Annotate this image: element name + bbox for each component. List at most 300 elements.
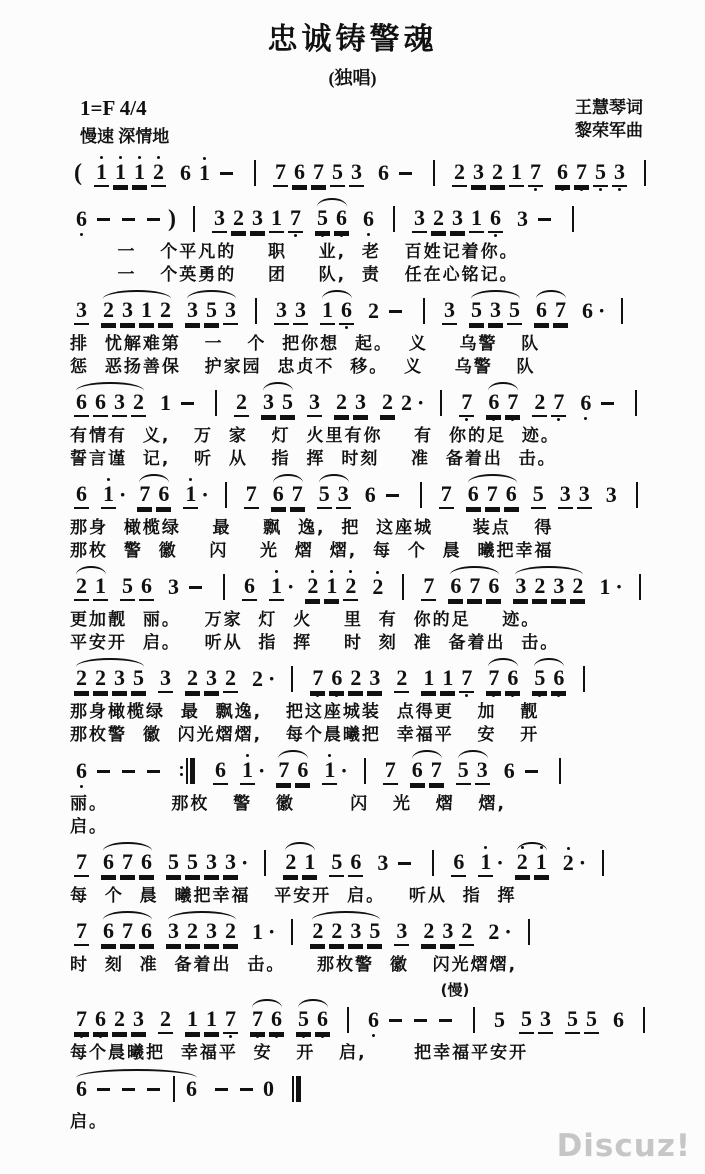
note-digit: 6 — [551, 666, 566, 693]
barline — [602, 850, 604, 876]
duration-dash — [122, 1088, 135, 1091]
note — [269, 1002, 284, 1039]
note — [502, 754, 517, 789]
note-group — [419, 569, 438, 606]
note — [570, 569, 585, 606]
note — [120, 293, 135, 330]
note-group — [72, 914, 91, 951]
system — [68, 197, 669, 287]
note-digit: 5 — [565, 1007, 580, 1034]
note-digit: 2 — [532, 390, 547, 417]
barline — [420, 482, 422, 508]
note-digit: 6 — [466, 482, 481, 509]
note-digit: 3 — [377, 849, 389, 875]
note — [158, 661, 173, 698]
note — [158, 293, 173, 330]
note — [292, 155, 307, 192]
note-digit: 3 — [488, 298, 503, 325]
note-group — [272, 293, 310, 330]
note — [101, 845, 116, 882]
repeat-barline — [180, 758, 197, 784]
note-group — [72, 477, 91, 514]
note-digit: 3 — [274, 298, 289, 325]
note-digit: 2 — [283, 850, 298, 877]
duration-dash — [525, 770, 538, 773]
barline — [423, 298, 425, 324]
barline — [255, 298, 257, 324]
note-digit: 1 — [240, 758, 255, 785]
lyric-line: 时 刻 准 备着出 击。 那枚警 徽 闪光熠熠, — [70, 955, 518, 975]
note — [112, 661, 127, 698]
lyric-line: 一 个平凡的 职 业, 老 百姓记着你。 — [70, 242, 519, 262]
note-group — [392, 661, 411, 698]
note — [488, 293, 503, 330]
note-group — [72, 160, 84, 187]
note — [534, 845, 549, 882]
note-digit: 2 — [93, 666, 108, 693]
note-group — [72, 293, 91, 330]
final-barline — [292, 1076, 303, 1102]
note-digit: 6 — [368, 1006, 379, 1032]
score-meta — [80, 96, 643, 147]
key-signature: 1=F 4/4 — [80, 96, 147, 120]
note — [485, 477, 500, 514]
note-group — [578, 294, 606, 329]
note-digit: 3 — [204, 850, 219, 877]
note — [166, 914, 181, 951]
note-digit: 5 — [315, 206, 330, 233]
note — [310, 914, 325, 951]
dot — [180, 773, 183, 776]
system — [68, 473, 669, 563]
note-digit: 3 — [112, 390, 127, 417]
note-digit: 2 — [421, 919, 436, 946]
note-digit: 6 — [139, 919, 154, 946]
duration-dash — [220, 172, 233, 175]
octave-dot — [465, 694, 468, 697]
note — [551, 661, 566, 698]
note-digit: 7 — [137, 482, 152, 509]
note — [184, 1072, 199, 1107]
note-digit: 6 — [448, 574, 463, 601]
note — [320, 293, 335, 330]
note-group — [632, 574, 648, 600]
note-digit: 3 — [367, 666, 382, 693]
note-group — [450, 155, 545, 192]
note-digit: 3 — [605, 481, 617, 507]
note — [574, 155, 589, 192]
note-digit: 6 — [295, 758, 310, 785]
note — [317, 477, 332, 514]
notation-line — [68, 381, 669, 425]
slur-group — [248, 1002, 286, 1039]
note-group — [392, 914, 411, 951]
note — [223, 293, 238, 330]
note-group — [437, 477, 456, 514]
note-digit: 3 — [442, 298, 457, 325]
octave-dot-below-slot — [618, 187, 621, 192]
note-digit: 2 — [185, 919, 200, 946]
note-group — [559, 846, 587, 881]
note — [486, 915, 501, 950]
note — [288, 201, 303, 238]
note — [74, 754, 89, 789]
note-digit: 6 — [76, 205, 87, 231]
note-group — [513, 202, 557, 237]
slur-group — [530, 661, 568, 698]
note-digit: 7 — [120, 919, 135, 946]
note-digit: 5 — [367, 919, 382, 946]
note-group — [521, 919, 537, 945]
note-group — [517, 1002, 555, 1039]
slur-group — [183, 293, 240, 330]
note — [324, 569, 339, 606]
octave-dot-below-slot — [511, 417, 514, 422]
note-digit: 5 — [166, 850, 181, 877]
slur-group — [532, 293, 570, 330]
augmentation-dot: · — [504, 919, 512, 944]
note — [366, 294, 381, 329]
note — [156, 477, 171, 514]
song-title: 忠诚铸警魂 — [267, 23, 438, 56]
note-group — [156, 661, 175, 698]
note-digit: 3 — [307, 390, 322, 417]
note-group — [176, 156, 239, 191]
note-digit: 3 — [450, 206, 465, 233]
octave-dot — [538, 694, 541, 697]
system — [68, 565, 669, 655]
note-digit: 6 — [451, 850, 466, 877]
slur-group — [308, 914, 384, 951]
note-digit: 3 — [185, 298, 200, 325]
note-digit: 6 — [93, 390, 108, 417]
note — [204, 1002, 219, 1039]
note — [429, 753, 444, 790]
note — [440, 661, 455, 698]
note — [293, 293, 308, 330]
note-group — [595, 570, 623, 605]
augmentation-dot: · — [268, 919, 276, 944]
note — [93, 569, 108, 606]
note-digit: 5 — [280, 390, 295, 417]
note-digit: 5 — [532, 666, 547, 693]
note-digit: 7 — [553, 298, 568, 325]
octave-dot-below-slot — [275, 1034, 278, 1039]
octave-dot-below-slot — [80, 1034, 83, 1039]
note-digit: 1 — [252, 918, 263, 944]
note-group — [378, 385, 425, 422]
note-group — [364, 294, 408, 329]
note-digit: 2 — [151, 160, 166, 187]
note — [383, 753, 398, 790]
note — [74, 293, 89, 330]
note-digit: 2 — [459, 919, 474, 946]
note-group — [208, 390, 224, 416]
note-digit: 6 — [271, 482, 286, 509]
note-digit: 7 — [486, 666, 501, 693]
note — [204, 914, 219, 951]
barline — [225, 482, 227, 508]
note — [330, 155, 345, 192]
note — [261, 1072, 276, 1107]
note — [93, 385, 108, 422]
note-digit: 1 — [269, 206, 284, 233]
note-digit: 3 — [471, 160, 486, 187]
lyric-line: 那身 橄榄绿 最 飘 逸, 把 这座城 装点 得 — [70, 518, 554, 538]
duration-dash — [122, 218, 135, 221]
note-group — [637, 160, 653, 186]
note — [329, 914, 344, 951]
notation-line — [68, 197, 669, 241]
note-digit: 6 — [534, 298, 549, 325]
note-group — [210, 201, 305, 238]
octave-dot — [561, 188, 564, 191]
octave-dot-below-slot — [538, 693, 541, 698]
note-group — [164, 845, 249, 882]
note-digit: 3 — [168, 573, 179, 599]
note-group — [466, 1007, 482, 1033]
octave-dot — [302, 1035, 305, 1038]
note — [421, 661, 436, 698]
slur-group — [99, 914, 156, 951]
note — [295, 753, 310, 790]
note — [348, 845, 363, 882]
note-group — [183, 661, 240, 698]
barline — [215, 390, 217, 416]
note-digit: 3 — [517, 205, 528, 231]
augmentation-dot: · — [287, 574, 295, 599]
note — [120, 845, 135, 882]
note-digit: 3 — [513, 574, 528, 601]
watermark: Discuz! — [556, 1128, 691, 1164]
note — [505, 661, 520, 698]
barline — [193, 206, 195, 232]
octave-dot — [584, 417, 587, 420]
note-digit: 7 — [74, 1007, 89, 1034]
note-digit: 6 — [269, 1007, 284, 1034]
barline — [559, 758, 561, 784]
note-group — [156, 1002, 175, 1039]
repeat-dots — [180, 766, 183, 776]
note-digit: 3 — [412, 206, 427, 233]
note — [132, 155, 147, 192]
note — [250, 915, 265, 950]
barline — [364, 758, 366, 784]
slur-group — [484, 385, 522, 422]
note-group — [602, 478, 621, 513]
song-subtitle: (独唱) — [328, 68, 377, 88]
note-digit: 1 — [132, 160, 147, 187]
note — [412, 201, 427, 238]
note-digit: 5 — [531, 482, 546, 509]
note — [74, 845, 89, 882]
notation-line — [68, 1067, 669, 1111]
note — [513, 569, 528, 606]
note — [561, 846, 576, 881]
note-group — [440, 293, 459, 330]
note-group — [425, 850, 441, 876]
octave-dot-below-slot — [340, 233, 343, 238]
barline — [639, 574, 641, 600]
note — [348, 661, 363, 698]
octave-dot-below-slot — [80, 784, 83, 789]
note — [302, 845, 317, 882]
octave-dot — [599, 188, 602, 191]
note-digit: 5 — [204, 298, 219, 325]
octave-dot-below-slot — [580, 187, 583, 192]
note — [307, 385, 322, 422]
notation-line — [68, 565, 669, 609]
slur-group — [454, 753, 492, 790]
note — [296, 1002, 311, 1039]
note-group — [413, 482, 429, 508]
note — [532, 569, 547, 606]
note-digit: 2 — [74, 574, 89, 601]
note-group — [381, 753, 400, 790]
note-digit: 0 — [263, 1075, 274, 1101]
note — [244, 477, 259, 514]
note-digit: 7 — [120, 850, 135, 877]
notation-line — [68, 151, 669, 195]
note-digit: 5 — [469, 298, 484, 325]
note-digit: 1 — [113, 160, 128, 187]
slur-group — [281, 845, 319, 882]
note-digit: 1 — [94, 160, 109, 187]
thick-barline — [190, 758, 195, 784]
augmentation-dot: · — [598, 298, 606, 323]
note-group — [327, 845, 365, 882]
note-group — [576, 386, 620, 421]
note-digit: 3 — [112, 666, 127, 693]
duration-dash — [399, 172, 412, 175]
note — [139, 569, 154, 606]
note-group — [284, 666, 300, 692]
note-group — [247, 160, 263, 186]
note — [166, 570, 181, 605]
note-group — [242, 477, 261, 514]
note-digit: 1 — [469, 206, 484, 233]
octave-dot-below-slot — [99, 1034, 102, 1039]
note — [311, 155, 326, 192]
note — [223, 1002, 238, 1039]
note-digit: 5 — [329, 850, 344, 877]
note-digit: 2 — [158, 1007, 173, 1034]
note-digit: 2 — [329, 919, 344, 946]
note — [212, 201, 227, 238]
note — [604, 478, 619, 513]
note — [505, 385, 520, 422]
note-group — [359, 202, 378, 237]
note — [558, 477, 573, 514]
note-digit: 6 — [363, 205, 374, 231]
barline — [432, 850, 434, 876]
note-digit: 7 — [505, 390, 520, 417]
note-digit: 3 — [158, 666, 173, 693]
note-group — [556, 477, 594, 514]
slur-group — [99, 845, 156, 882]
note-digit: 3 — [261, 390, 276, 417]
note-digit: 7 — [74, 919, 89, 946]
octave-dot — [80, 1035, 83, 1038]
note — [261, 385, 276, 422]
note — [380, 385, 395, 422]
note-digit: 2 — [348, 666, 363, 693]
note-group — [553, 155, 629, 192]
note — [578, 386, 593, 421]
note-digit: 5 — [519, 1007, 534, 1034]
note — [93, 1002, 108, 1039]
octave-dot-above-slot — [521, 845, 524, 850]
note-group — [364, 1003, 458, 1038]
note — [488, 201, 503, 238]
barline — [433, 160, 435, 186]
note-group — [595, 850, 611, 876]
note — [394, 661, 409, 698]
barline — [186, 758, 188, 784]
octave-dot — [99, 1035, 102, 1038]
octave-dot — [321, 1035, 324, 1038]
note-digit: 1 — [324, 574, 339, 601]
slur-group — [259, 385, 297, 422]
note-digit: 2 — [185, 666, 200, 693]
note-digit: 6 — [156, 482, 171, 509]
note-digit: 6 — [213, 758, 228, 785]
note — [240, 753, 255, 790]
note — [376, 156, 391, 191]
slur-group — [294, 1002, 332, 1039]
octave-dot — [372, 1034, 375, 1037]
octave-dot — [465, 418, 468, 421]
octave-dot — [229, 1035, 232, 1038]
lyric-line: 每个晨曦把 幸福平 安 开 启, 把幸福平安开 — [70, 1043, 529, 1063]
note-group — [529, 477, 548, 514]
note-digit: 6 — [292, 160, 307, 187]
octave-dot-below-slot — [584, 416, 587, 421]
note — [185, 1002, 200, 1039]
note — [204, 661, 219, 698]
note — [280, 385, 295, 422]
note — [273, 155, 288, 192]
note-group — [305, 385, 324, 422]
note — [440, 914, 455, 951]
note-digit: 6 — [486, 390, 501, 417]
note — [515, 202, 530, 237]
slur-group — [72, 385, 148, 422]
note — [538, 1002, 553, 1039]
note-digit: 2 — [490, 160, 505, 187]
octave-dot-below-slot — [494, 233, 497, 238]
lyric-line: 启。 — [70, 1112, 108, 1132]
duration-dash — [215, 1088, 228, 1091]
octave-dot — [580, 188, 583, 191]
duration-dash — [389, 310, 402, 313]
duration-dash — [189, 586, 202, 589]
octave-dot — [316, 694, 319, 697]
octave-dot — [294, 234, 297, 237]
note-digit: 6 — [139, 850, 154, 877]
note-group — [72, 845, 91, 882]
note-digit: 2 — [234, 390, 249, 417]
slur-group — [72, 569, 110, 606]
note-digit: 6 — [101, 850, 116, 877]
octave-dot-below-slot — [372, 1033, 375, 1038]
barline — [291, 919, 293, 945]
note — [553, 293, 568, 330]
note-digit: 3 — [223, 298, 238, 325]
note — [353, 385, 368, 422]
note — [131, 661, 146, 698]
note-digit: 2 — [380, 390, 395, 417]
